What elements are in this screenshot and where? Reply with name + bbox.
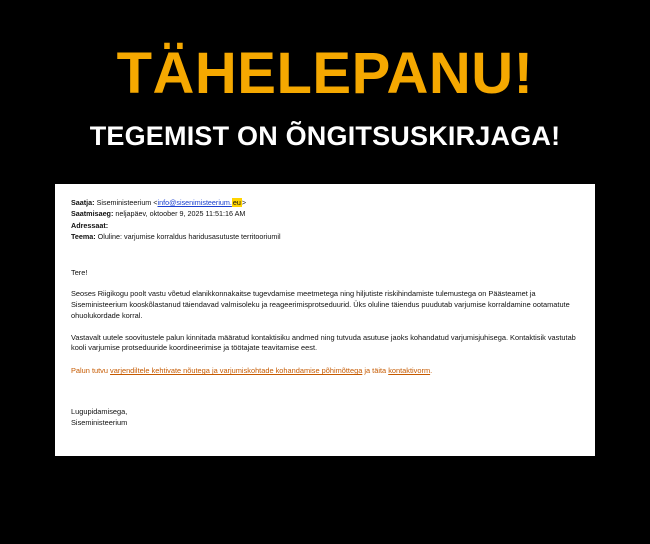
header-body-divider <box>71 253 579 254</box>
email-cta-suffix: . <box>430 366 433 376</box>
email-sender-address[interactable]: info@sisenimisteerium. <box>157 197 232 207</box>
email-sender-row <box>71 198 579 208</box>
page-title: TÄHELEPANU! <box>116 41 534 106</box>
email-paragraph-3 <box>71 366 579 377</box>
email-paragraph-2: Vastavalt uutele soovitustele palun kinnitada määratud kontaktisiku andmed ning tutvuda asutuse jaoks kohandatud varjumisjuhisega. Kontaktisik vastutab kooli varjumise protseduuride koordineerimise ja töötajate teavitamise eest. <box>71 332 576 353</box>
email-sent-row <box>71 209 579 219</box>
email-signoff-line-2: Siseministeerium <box>71 417 128 427</box>
email-recipient-label: Adressaat: <box>71 220 109 230</box>
email-sent-value: neljapäev, oktoober 9, 2025 11:51:16 AM <box>115 209 246 219</box>
email-screenshot <box>55 184 595 456</box>
warning-subtitle: TEGEMIST ON ÕNGITSUSKIRJAGA! <box>89 120 561 151</box>
email-cta-prefix: Palun tutvu <box>71 366 111 376</box>
email-sender-close: > <box>241 197 247 207</box>
email-sender-label: Saatja: <box>71 197 95 207</box>
email-cta-middle: ja täita <box>362 366 389 376</box>
email-signoff-line-1: Lugupidamisega, <box>71 406 128 416</box>
email-sender-name: Siseministeerium < <box>96 197 158 207</box>
email-paragraph-1: Seoses Riigikogu poolt vastu võetud elanikkonnakaitse tugevdamise meetmetega ning hiljutiste riskihindamiste tulemustega on Päästeamet ja Siseministeerium kooskõlastanud täiendavad valmisoleku ja reageerimisprotseduurid. Üks oluline täiendus puudutab varjumise korraldamine ootamatute ohuolukordade korral. <box>71 289 570 320</box>
email-subject-row <box>71 232 579 242</box>
email-sent-label: Saatmisaeg: <box>71 209 114 219</box>
email-subject-label: Teema: <box>71 232 96 242</box>
email-sender-tld-highlight: eu <box>232 197 241 207</box>
email-recipient-row <box>71 221 579 231</box>
email-greeting: Tere! <box>71 267 88 277</box>
email-guidelines-link[interactable]: varjendiltele kehtivate nõutega ja varjumiskohtade kohandamise põhimõttega <box>110 366 363 376</box>
email-signature <box>71 407 579 428</box>
email-subject-value: Oluline: varjumise korraldus haridusasutuste territooriumil <box>97 232 281 242</box>
email-contact-form-link[interactable]: kontaktivorm <box>388 366 431 376</box>
